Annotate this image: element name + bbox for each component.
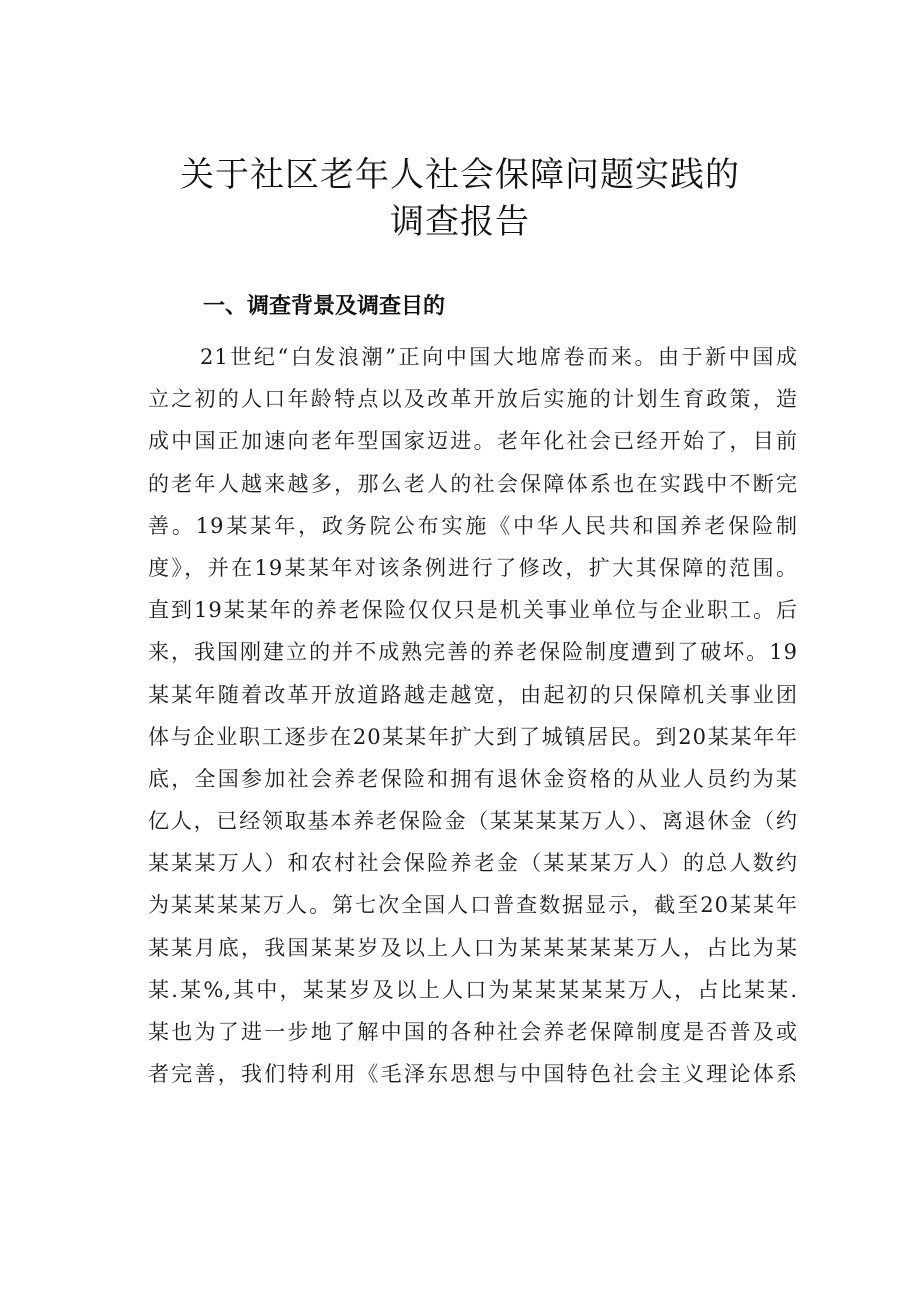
paragraph-line: 底，全国参加社会养老保险和拥有退休金资格的从业人员约为某	[148, 766, 798, 791]
body-paragraph	[148, 340, 798, 1099]
paragraph-line: 直到19某某年的养老保险仅仅只是机关事业单位与企业职工。后	[148, 598, 798, 623]
paragraph-line: 某某某万人）和农村社会保险养老金（某某某万人）的总人数约	[148, 851, 798, 876]
paragraph-line: 善。19某某年，政务院公布实施《中华人民共和国养老保险制	[148, 513, 798, 538]
document-title	[0, 152, 920, 246]
paragraph-line: 某某年随着改革开放道路越走越宽，由起初的只保障机关事业团	[148, 682, 798, 707]
paragraph-line: 为某某某某万人。第七次全国人口普查数据显示，截至20某某年	[148, 893, 798, 918]
paragraph-line: 来，我国刚建立的并不成熟完善的养老保险制度遭到了破坏。19	[148, 640, 798, 665]
paragraph-line: 度》，并在19某某年对该条例进行了修改，扩大其保障的范围。	[148, 555, 798, 580]
paragraph-line: 某某月底，我国某某岁及以上人口为某某某某某万人，占比为某	[148, 935, 798, 960]
section-heading: 一、调查背景及调查目的	[203, 294, 446, 319]
paragraph-line: 亿人，已经领取基本养老保险金（某某某某万人）、离退休金（约	[148, 809, 798, 834]
paragraph-line: 者完善，我们特利用《毛泽东思想与中国特色社会主义理论体系	[148, 1062, 798, 1087]
paragraph-line: 某.某%,其中，某某岁及以上人口为某某某某某万人，占比某某.	[148, 977, 798, 1002]
paragraph-line: 21世纪“白发浪潮”正向中国大地席卷而来。由于新中国成	[200, 345, 798, 369]
paragraph-line: 某也为了进一步地了解中国的各种社会养老保障制度是否普及或	[148, 1020, 798, 1044]
title-line: 关于社区老年人社会保障问题实践的	[180, 155, 740, 195]
paragraph-line: 成中国正加速向老年型国家迈进。老年化社会已经开始了，目前	[148, 429, 798, 454]
paragraph-line: 体与企业职工逐步在20某某年扩大到了城镇居民。到20某某年年	[148, 724, 798, 749]
paragraph-line: 立之初的人口年龄特点以及改革开放后实施的计划生育政策，造	[148, 387, 798, 412]
title-line: 调查报告	[390, 202, 530, 242]
paragraph-line: 的老年人越来越多，那么老人的社会保障体系也在实践中不断完	[148, 471, 798, 496]
